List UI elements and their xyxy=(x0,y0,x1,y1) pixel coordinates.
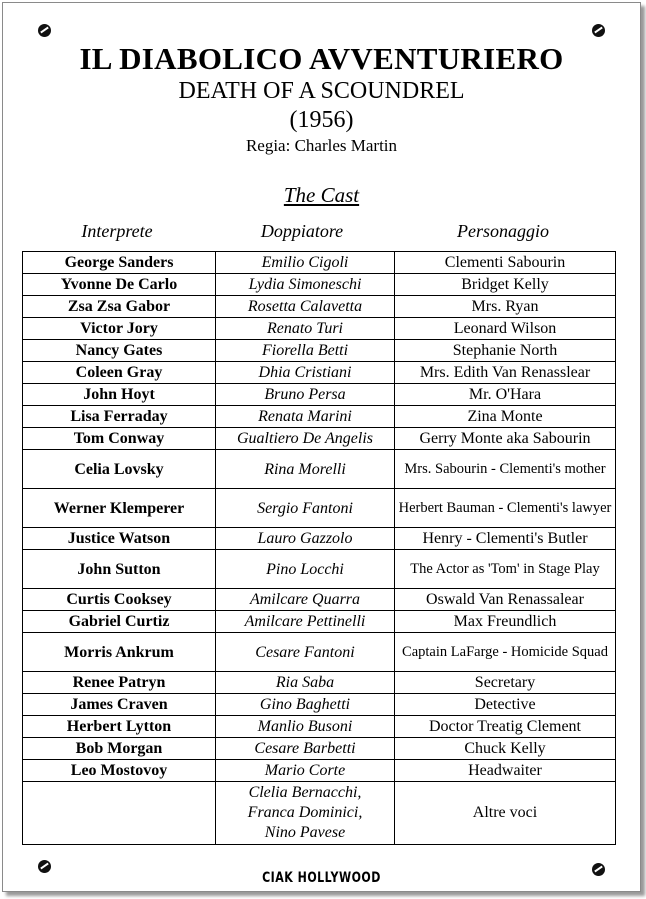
table-row xyxy=(23,672,616,694)
dubber-cell: Lydia Simoneschi xyxy=(216,274,395,296)
dubber-cell: Cesare Fantoni xyxy=(216,633,395,672)
dubber-cell: Ria Saba xyxy=(216,672,395,694)
dubber-cell: Renato Turi xyxy=(216,318,395,340)
role-cell: Max Freundlich xyxy=(395,611,616,633)
table-row xyxy=(23,428,616,450)
table-row xyxy=(23,362,616,384)
actor-cell: Celia Lovsky xyxy=(23,450,216,489)
role-cell: Mr. O'Hara xyxy=(395,384,616,406)
actor-cell: George Sanders xyxy=(23,252,216,274)
table-row xyxy=(23,760,616,782)
role-cell: Altre voci xyxy=(395,782,616,845)
actor-cell: Gabriel Curtiz xyxy=(23,611,216,633)
screw-top-left-icon xyxy=(38,24,51,37)
release-year: (1956) xyxy=(289,107,354,133)
role-cell: Secretary xyxy=(395,672,616,694)
actor-cell: Bob Morgan xyxy=(23,738,216,760)
dubber-cell: Rosetta Calavetta xyxy=(216,296,395,318)
role-cell: Herbert Bauman - Clementi's lawyer xyxy=(395,489,616,528)
table-row xyxy=(23,550,616,589)
ciak-hollywood-logo: CIAK HOLLYWOOD xyxy=(262,869,381,886)
role-cell: Detective xyxy=(395,694,616,716)
actor-cell: Herbert Lytton xyxy=(23,716,216,738)
table-row xyxy=(23,384,616,406)
role-cell: Clementi Sabourin xyxy=(395,252,616,274)
actor-cell xyxy=(23,782,216,845)
role-cell: Chuck Kelly xyxy=(395,738,616,760)
dubber-cell: Gualtiero De Angelis xyxy=(216,428,395,450)
table-row xyxy=(23,528,616,550)
role-cell: Mrs. Sabourin - Clementi's mother xyxy=(395,450,616,489)
dubber-cell: Pino Locchi xyxy=(216,550,395,589)
table-row xyxy=(23,406,616,428)
actor-cell: Victor Jory xyxy=(23,318,216,340)
actor-cell: Renee Patryn xyxy=(23,672,216,694)
table-row xyxy=(23,589,616,611)
table-row xyxy=(23,738,616,760)
dubber-cell: Fiorella Betti xyxy=(216,340,395,362)
cast-sheet xyxy=(2,2,641,892)
dubber-name: Nino Pavese xyxy=(264,824,346,841)
role-cell: Gerry Monte aka Sabourin xyxy=(395,428,616,450)
actor-cell: John Hoyt xyxy=(23,384,216,406)
role-cell: Zina Monte xyxy=(395,406,616,428)
original-title: DEATH OF A SCOUNDREL xyxy=(178,78,465,104)
director-credit: Regia: Charles Martin xyxy=(245,136,398,155)
actor-cell: Zsa Zsa Gabor xyxy=(23,296,216,318)
dubber-cell: Cesare Barbetti xyxy=(216,738,395,760)
role-cell: Henry - Clementi's Butler xyxy=(395,528,616,550)
dubber-cell: Dhia Cristiani xyxy=(216,362,395,384)
dubber-name: Clelia Bernacchi, xyxy=(248,784,362,801)
table-row xyxy=(23,694,616,716)
cast-heading: The Cast xyxy=(283,183,360,207)
cast-table xyxy=(22,251,616,845)
role-cell: Captain LaFarge - Homicide Squad xyxy=(395,633,616,672)
table-row xyxy=(23,252,616,274)
table-row xyxy=(23,782,616,845)
table-row xyxy=(23,450,616,489)
dubber-cell: Rina Morelli xyxy=(216,450,395,489)
actor-cell: John Sutton xyxy=(23,550,216,589)
dubber-cell: Bruno Persa xyxy=(216,384,395,406)
table-row xyxy=(23,340,616,362)
dubber-name: Franca Dominici, xyxy=(247,804,363,821)
role-cell: Bridget Kelly xyxy=(395,274,616,296)
role-cell: The Actor as 'Tom' in Stage Play xyxy=(395,550,616,589)
dubber-cell: Mario Corte xyxy=(216,760,395,782)
role-cell: Stephanie North xyxy=(395,340,616,362)
actor-cell: Coleen Gray xyxy=(23,362,216,384)
dubber-cell: Sergio Fantoni xyxy=(216,489,395,528)
table-row xyxy=(23,716,616,738)
table-row xyxy=(23,318,616,340)
column-header-dubber: Doppiatore xyxy=(260,221,344,241)
actor-cell: James Craven xyxy=(23,694,216,716)
table-row xyxy=(23,489,616,528)
role-cell: Mrs. Edith Van Renasslear xyxy=(395,362,616,384)
role-cell: Headwaiter xyxy=(395,760,616,782)
page-title: IL DIABOLICO AVVENTURIERO xyxy=(79,41,564,76)
table-row xyxy=(23,274,616,296)
dubber-cell: Amilcare Pettinelli xyxy=(216,611,395,633)
dubber-cell: Emilio Cigoli xyxy=(216,252,395,274)
table-row xyxy=(23,296,616,318)
role-cell: Mrs. Ryan xyxy=(395,296,616,318)
column-header-role: Personaggio xyxy=(457,221,549,241)
actor-cell: Nancy Gates xyxy=(23,340,216,362)
role-cell: Leonard Wilson xyxy=(395,318,616,340)
actor-cell: Werner Klemperer xyxy=(23,489,216,528)
actor-cell: Justice Watson xyxy=(23,528,216,550)
column-header-actor: Interprete xyxy=(81,221,153,241)
dubber-cell: Gino Baghetti xyxy=(216,694,395,716)
actor-cell: Curtis Cooksey xyxy=(23,589,216,611)
table-row xyxy=(23,633,616,672)
actor-cell: Lisa Ferraday xyxy=(23,406,216,428)
dubber-cell xyxy=(216,782,395,845)
actor-cell: Tom Conway xyxy=(23,428,216,450)
screw-top-right-icon xyxy=(592,24,605,37)
dubber-cell: Renata Marini xyxy=(216,406,395,428)
table-row xyxy=(23,611,616,633)
actor-cell: Morris Ankrum xyxy=(23,633,216,672)
actor-cell: Leo Mostovoy xyxy=(23,760,216,782)
role-cell: Doctor Treatig Clement xyxy=(395,716,616,738)
actor-cell: Yvonne De Carlo xyxy=(23,274,216,296)
dubber-cell: Amilcare Quarra xyxy=(216,589,395,611)
role-cell: Oswald Van Renassalear xyxy=(395,589,616,611)
dubber-cell: Manlio Busoni xyxy=(216,716,395,738)
dubber-cell: Lauro Gazzolo xyxy=(216,528,395,550)
